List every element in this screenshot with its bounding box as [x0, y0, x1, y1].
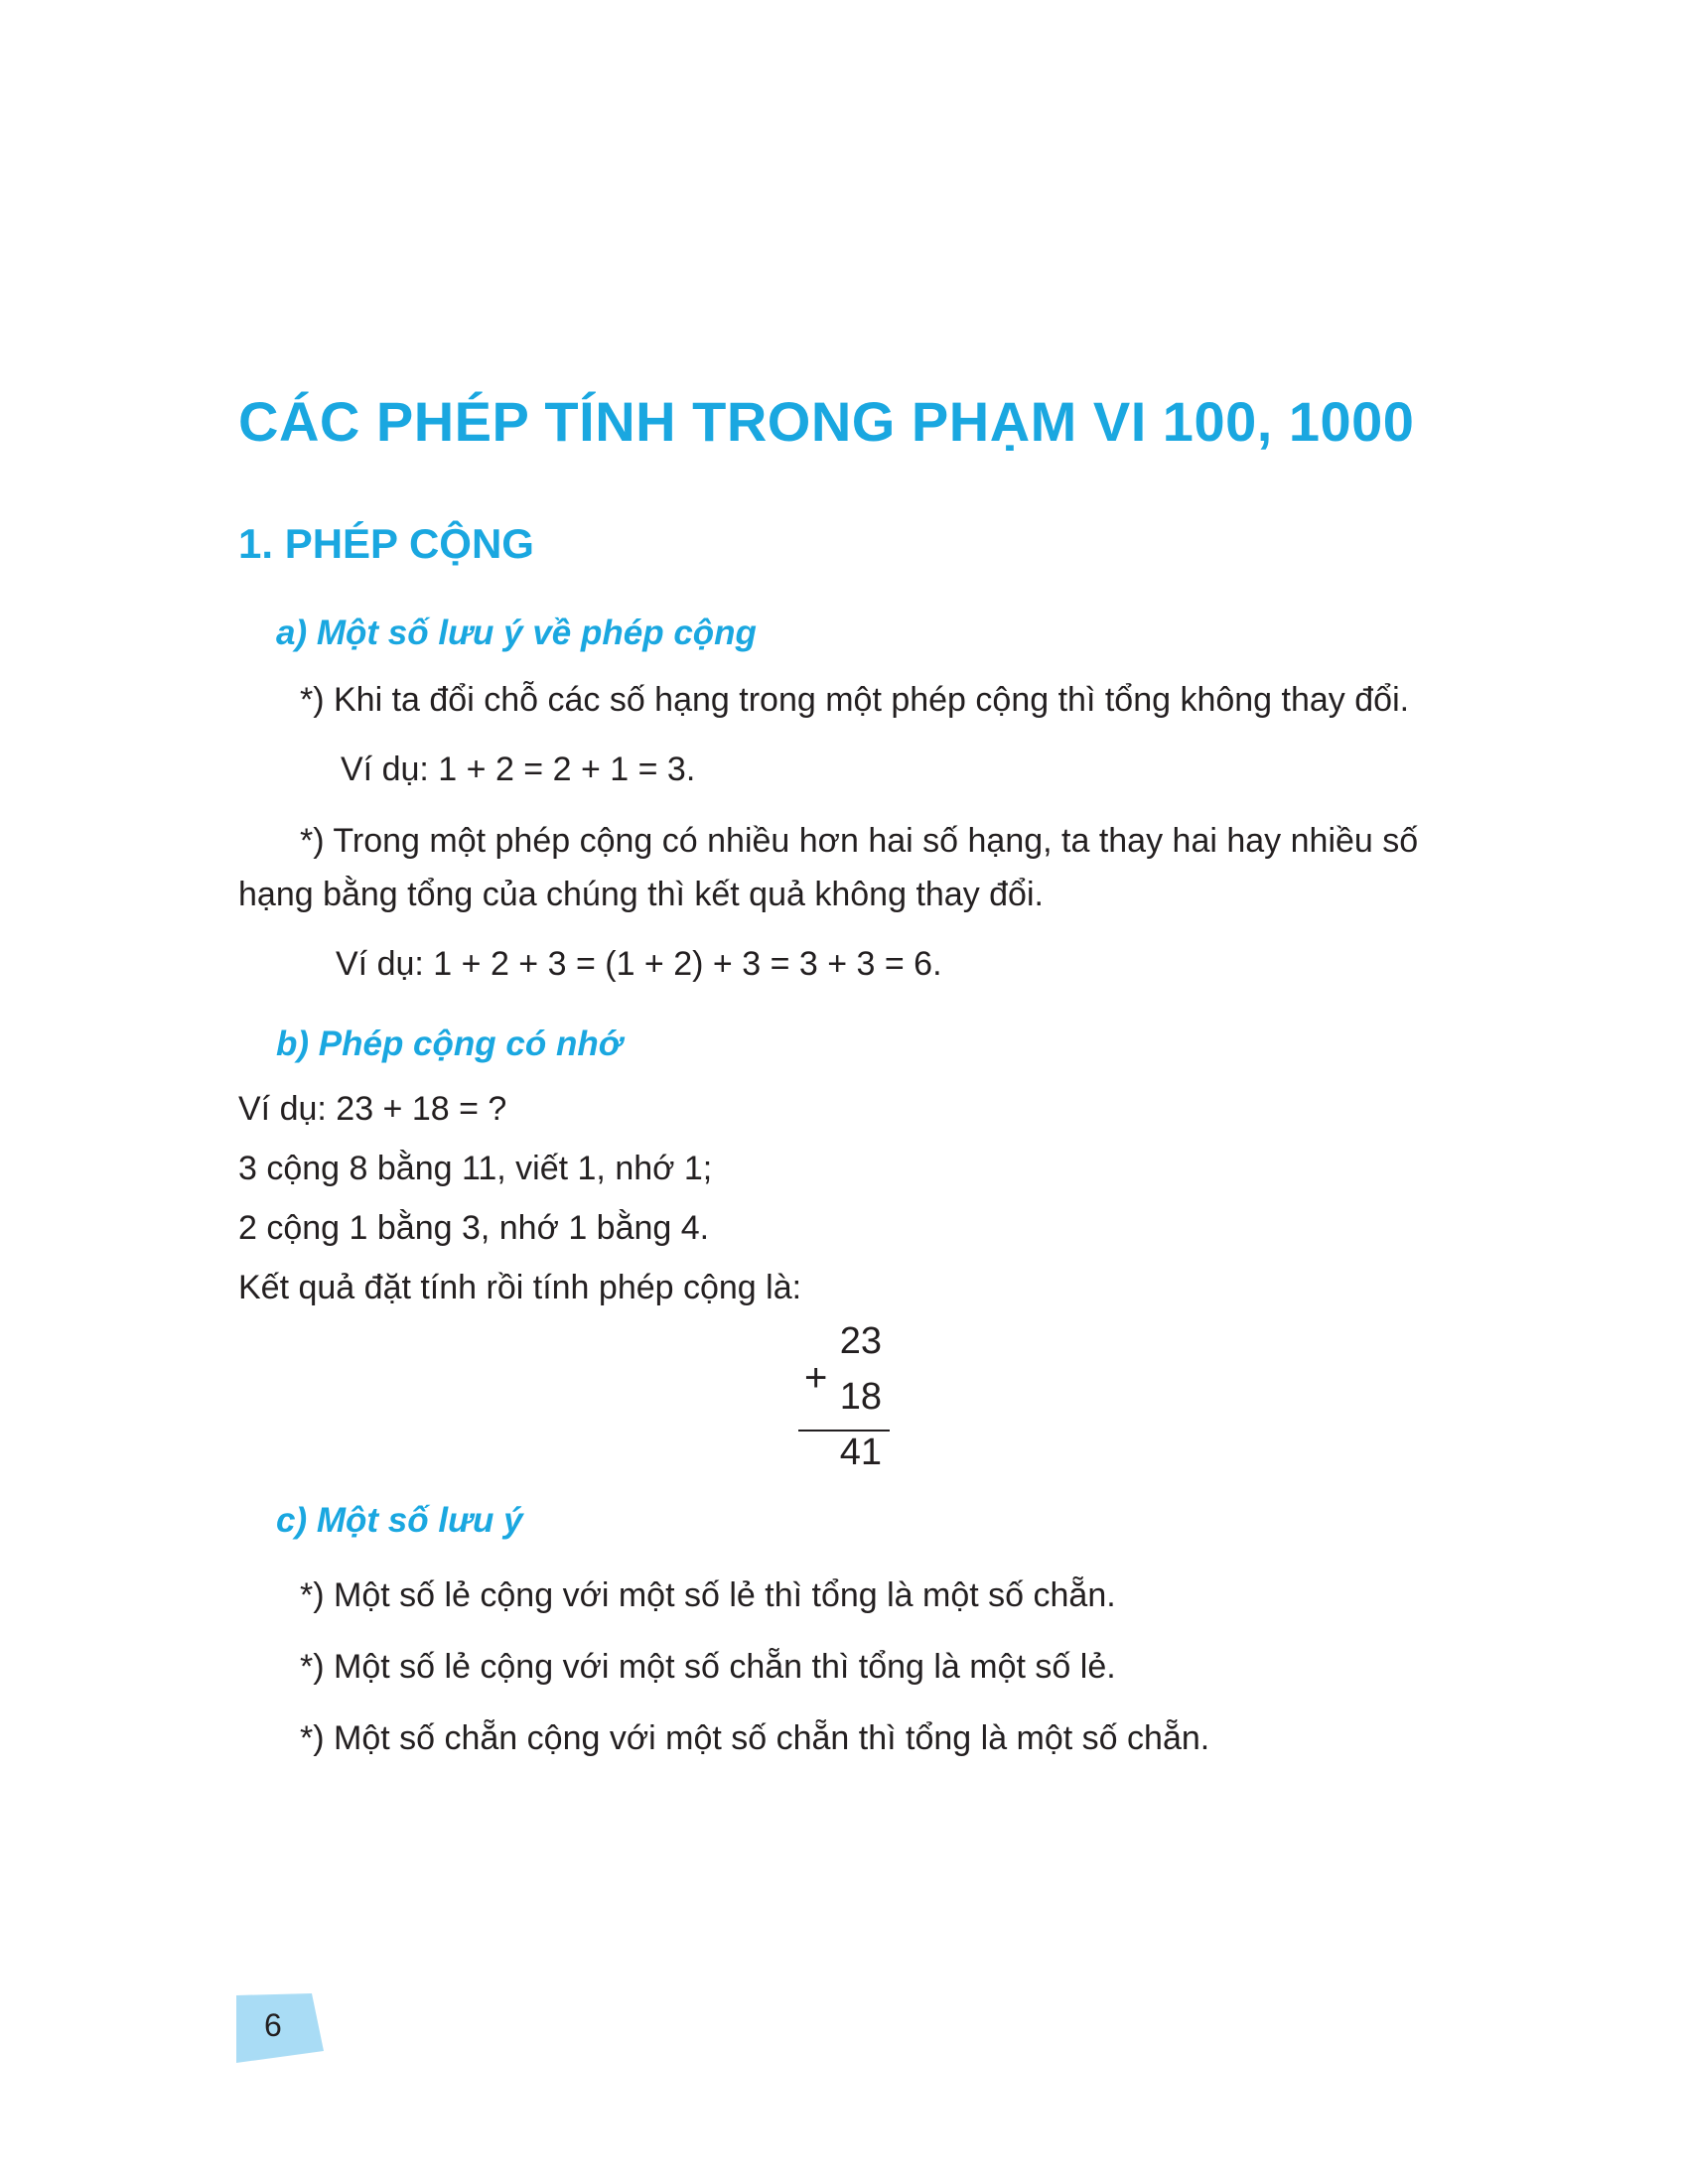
example-b: Ví dụ: 23 + 18 = ?	[238, 1090, 507, 1128]
page-title: CÁC PHÉP TÍNH TRONG PHẠM VI 100, 1000	[238, 390, 1415, 453]
rule-1: *) Khi ta đổi chỗ các số hạng trong một phép cộng thì tổng không thay đổi.	[300, 681, 1410, 719]
step-1: 3 cộng 8 bằng 11, viết 1, nhớ 1;	[238, 1150, 713, 1187]
addend-top: 23	[839, 1320, 882, 1362]
subsection-c-heading: c) Một số lưu ý	[276, 1501, 523, 1540]
note-1: *) Một số lẻ cộng với một số lẻ thì tổng là một số chẵn.	[300, 1576, 1116, 1614]
page-number-badge	[236, 1993, 324, 2063]
vertical-addition	[794, 1320, 894, 1479]
subsection-b-heading: b) Phép cộng có nhớ	[276, 1024, 623, 1063]
sum-result: 41	[839, 1432, 882, 1473]
addend-bottom: 18	[839, 1376, 882, 1418]
note-2: *) Một số lẻ cộng với một số chẵn thì tổng là một số lẻ.	[300, 1648, 1116, 1686]
page-number: 6	[264, 2007, 282, 2043]
step-2: 2 cộng 1 bằng 3, nhớ 1 bằng 4.	[238, 1209, 710, 1247]
rule-2-line-2: hạng bằng tổng của chúng thì kết quả không thay đổi.	[238, 876, 1044, 913]
section-heading-addition: 1. PHÉP CỘNG	[238, 520, 534, 567]
example-2: Ví dụ: 1 + 2 + 3 = (1 + 2) + 3 = 3 + 3 = 6.	[336, 945, 942, 983]
plus-sign: +	[804, 1356, 828, 1400]
subsection-a-heading: a) Một số lưu ý về phép cộng	[276, 614, 757, 652]
example-1: Ví dụ: 1 + 2 = 2 + 1 = 3.	[341, 751, 696, 788]
note-3: *) Một số chẵn cộng với một số chẵn thì tổng là một số chẵn.	[300, 1719, 1210, 1757]
result-intro: Kết quả đặt tính rồi tính phép cộng là:	[238, 1269, 802, 1306]
rule-2-line-1: *) Trong một phép cộng có nhiều hơn hai số hạng, ta thay hai hay nhiều số	[300, 822, 1419, 860]
